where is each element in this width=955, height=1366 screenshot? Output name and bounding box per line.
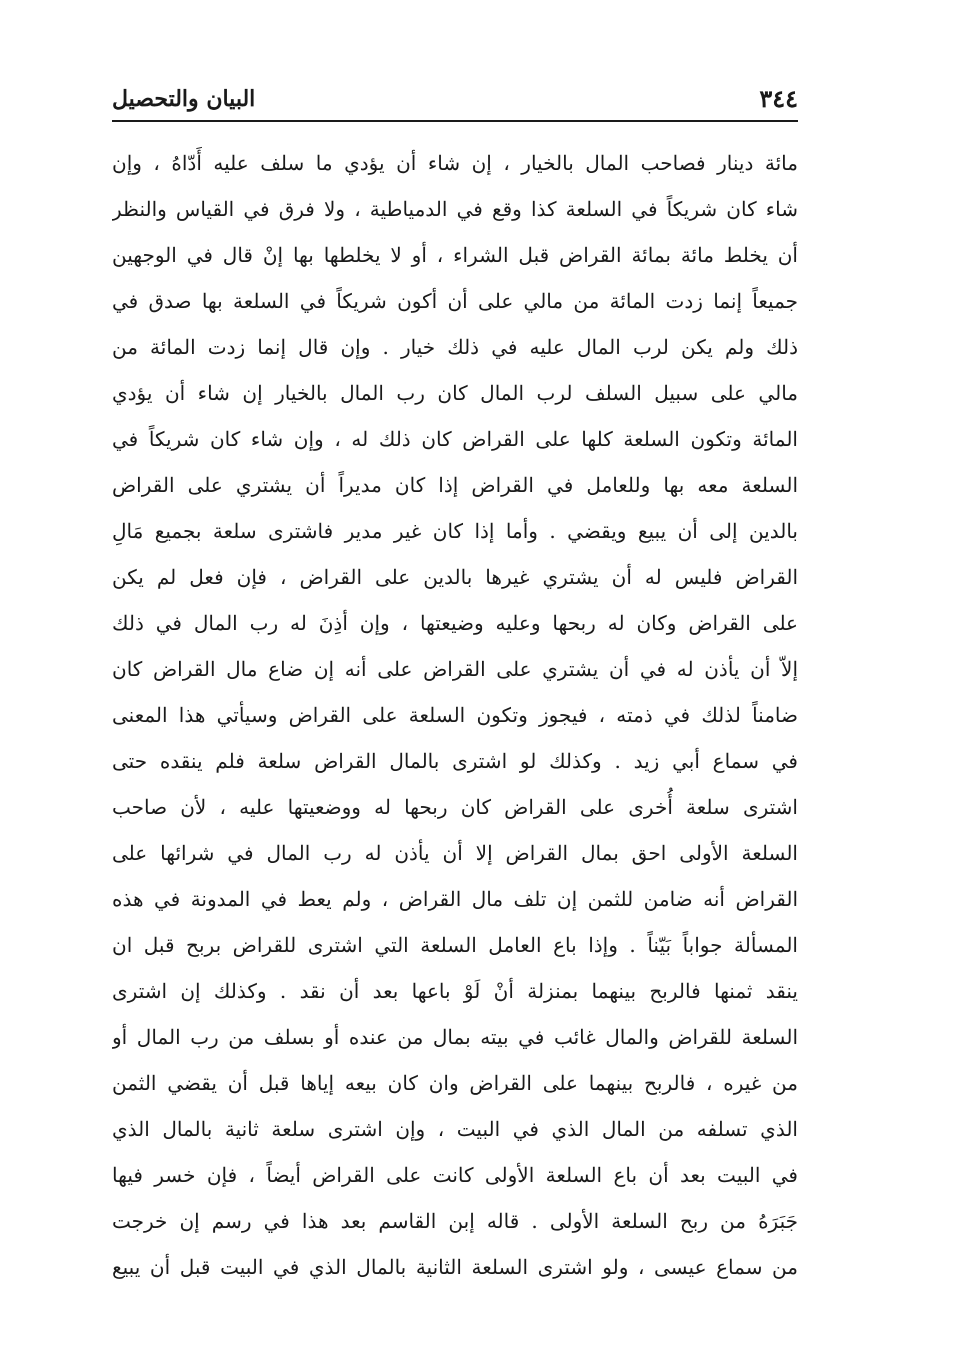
- text-line: ذلك ولم يكن لرب المال عليه في ذلك خيار . وإن قال إنما زدت المائة من: [112, 335, 798, 359]
- text-line: في البيت بعد أن باع السلعة الأولى كانت على القراض أيضاً ، فإن خسر فيها: [112, 1163, 798, 1187]
- text-line: جَبَرَهُ من ربح السلعة الأولى . قاله إبن القاسم بعد هذا في رسم إن خرجت: [112, 1209, 798, 1233]
- text-line: بالدين إلى أن يبيع ويقضي . وأما إذا كان غير مدير فاشترى سلعة بجميع مَالِ: [112, 519, 798, 543]
- text-line: الذي تسلفه من المال الذي في البيت ، وإن اشترى سلعة ثانية بالمال الذي: [112, 1117, 798, 1141]
- page-number: ٣٤٤: [759, 84, 798, 113]
- text-line: السلعة للقراض والمال غائب في بيته بمال من عنده أو بسلف من رب المال أو: [112, 1025, 798, 1049]
- text-line: القراض أنه ضامن للثمن إن تلف مال القراض ، ولم يعط في المدونة في هذه: [112, 887, 798, 911]
- running-title: البيان والتحصيل: [112, 86, 256, 112]
- text-line: من غيره ، فالربح بينهما على القراض وان كان بيعه إياها قبل أن يقضي الثمن: [112, 1071, 798, 1095]
- text-line: من سماع عيسى ، ولو اشترى السلعة الثانية بالمال الذي في البيت قبل أن يبيع: [112, 1255, 798, 1279]
- body-text: [112, 140, 798, 1290]
- text-line: مائة دينار فصاحب المال بالخيار ، إن شاء أن يؤدي ما سلف عليه أَدّاهُ ، وإن: [112, 151, 798, 175]
- text-line: المائة وتكون السلعة كلها على القراض كان ذلك له ، وإن شاء كان شريكاً في: [112, 427, 798, 451]
- text-line: ضامناً لذلك في ذمته ، فيجوز وتكون السلعة على القراض وسيأتي هذا المعنى: [112, 703, 798, 727]
- text-line: اشترى سلعة أُخرى على القراض كان ربحها له ووضعيتها عليه ، لأن صاحب: [112, 795, 798, 819]
- text-line: مالي على سبيل السلف لرب المال كان رب المال بالخيار إن شاء أن يؤدي: [112, 381, 798, 405]
- page-header: [112, 82, 798, 116]
- text-line: ينقد ثمنها فالربح بينهما بمنزلة أنْ لَوْ باعها بعد أن نقد . وكذلك إن اشترى: [112, 979, 798, 1003]
- text-line: جميعاً إنما زدت المائة من مالي على أن أكون شريكاً في السلعة بها صدق في: [112, 289, 798, 313]
- text-line: السلعة الأولى احق بمال القراض إلا أن يأذن له رب المال في شرائها على: [112, 841, 798, 865]
- header-divider: [112, 120, 798, 122]
- text-line: إلاّ أن يأذن له في أن يشتري على القراض على أنه إن ضاع مال القراض كان: [112, 657, 798, 681]
- text-line: السلعة معه بها وللعامل في القراض إذا كان مديراً أن يشتري على القراض: [112, 473, 798, 497]
- text-line: على القراض وكان له ربحها وعليه وضيعتها ، وإن أذِنَ له رب المال في ذلك: [112, 611, 798, 635]
- text-line: المسألة جواباً بَيّناً . وإذا باع العامل السلعة التي اشترى للقراض بربح قبل ان: [112, 933, 798, 957]
- text-line: القراض فليس له أن يشتري غيرها بالدين على القراض ، فإن فعل لم يكن: [112, 565, 798, 589]
- text-line: في سماع أبي زيد . وكذلك لو اشترى بالمال القراض سلعة فلم ينقده حتى: [112, 749, 798, 773]
- text-line: أن يخلط مائة بمائة القراض قبل الشراء ، أو لا يخلطها بها إنْ قال في الوجهين: [112, 243, 798, 267]
- text-line: شاء كان شريكاً في السلعة كذا وقع في الدمياطية ، ولا فرق في القياس والنظر: [112, 197, 798, 221]
